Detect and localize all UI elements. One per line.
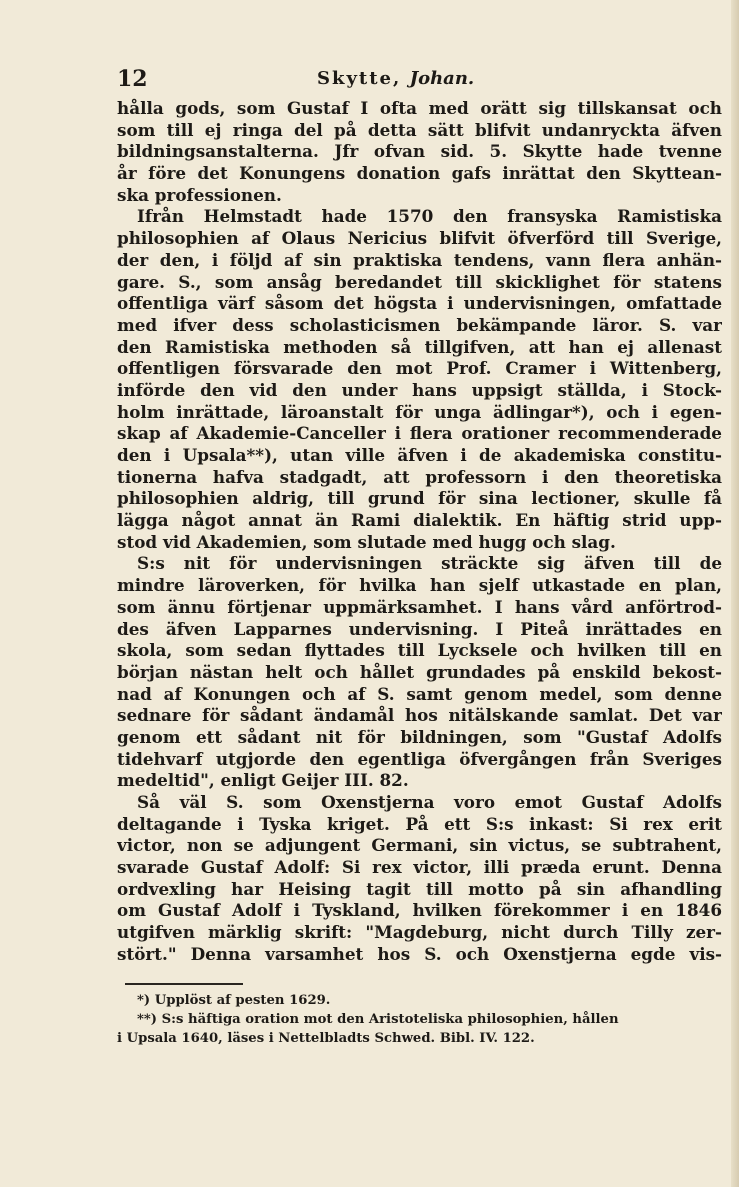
text-line: holm inrättade, läroanstalt för unga ädlingar*), och i egen- [117, 401, 722, 422]
text-line: den i Upsala**), utan ville äfven i de akademiska constitu- [117, 445, 722, 465]
text-line: bildningsanstalterna. Jfr ofvan sid. 5. Skytte hade tvenne [117, 141, 722, 162]
footnotes [117, 991, 722, 1048]
text-line: tidehvarf utgjorde den egentliga öfvergången från Sveriges [117, 748, 722, 769]
text-line: S:s nit för undervisningen sträckte sig äfven till de [137, 553, 722, 574]
running-head [317, 68, 474, 89]
text-line: om Gustaf Adolf i Tyskland, hvilken förekommer i en 1846 [117, 900, 722, 921]
text-line: stod vid Akademien, som slutade med hugg och slag. [117, 531, 616, 552]
text-line: philosophien aldrig, till grund för sina lectioner, skulle få [117, 488, 722, 509]
body-text [117, 98, 722, 966]
text-line: år före det Konungens donation gafs inrättat den Skyttean- [117, 163, 722, 184]
text-line: införde den vid den under hans uppsigt ställda, i Stock- [117, 379, 722, 400]
text-line: offentligen försvarade den mot Prof. Cramer i Wittenberg, [117, 358, 722, 379]
text-line: utgifven märklig skrift: "Magdeburg, nicht durch Tilly zer- [117, 922, 722, 943]
text-line: victor, non se adjungent Germani, sin victus, se subtrahent, [117, 835, 722, 856]
text-line: nad af Konungen och af S. samt genom medel, som denne [117, 683, 722, 704]
text-line: som ännu förtjenar uppmärksamhet. I hans vård anförtrod- [117, 596, 722, 617]
footnote: **) S:s häftiga oration mot den Aristoteliska philosophien, hållen [137, 1012, 619, 1027]
text-line: den Ramistiska methoden så tillgifven, att han ej allenast [117, 336, 722, 357]
text-line: deltagande i Tyska kriget. På ett S:s inkast: Si rex erit [117, 813, 722, 834]
footnote-rule [125, 983, 243, 985]
text-line: Ifrån Helmstadt hade 1570 den fransyska Ramistiska [137, 206, 722, 227]
running-head-given-name: Johan. [409, 68, 475, 89]
text-line: som till ej ringa del på detta sätt blifvit undanryckta äfven [117, 119, 722, 140]
text-line: der den, i följd af sin praktiska tendens, vann flera anhän- [117, 249, 722, 270]
text-line: Så väl S. som Oxenstjerna voro emot Gustaf Adolfs [137, 792, 722, 812]
footnote-continuation: i Upsala 1640, läses i Nettelbladts Schwed. Bibl. IV. 122. [117, 1031, 535, 1046]
text-line: ska professionen. [117, 184, 282, 205]
text-line: genom ett sådant nit för bildningen, som "Gustaf Adolfs [117, 726, 722, 747]
running-head-surname: Skytte, [317, 68, 402, 89]
page-edge [731, 0, 739, 1187]
text-line: philosophien af Olaus Nericius blifvit öfverförd till Sverige, [117, 228, 722, 249]
text-line: början nästan helt och hållet grundades på enskild bekost- [117, 661, 722, 682]
footnote: *) Upplöst af pesten 1629. [137, 993, 331, 1008]
text-line: med ifver dess scholasticismen bekämpande läror. S. var [117, 314, 722, 335]
text-line: hålla gods, som Gustaf I ofta med orätt sig tillskansat och [117, 98, 722, 118]
text-line: gare. S., som ansåg beredandet till skicklighet för statens [117, 271, 722, 292]
text-line: tionerna hafva stadgadt, att professorn i den theoretiska [117, 466, 722, 487]
text-line: sednare för sådant ändamål hos nitälskande samlat. Det var [117, 705, 722, 726]
page-header [117, 66, 729, 92]
text-line: mindre läroverken, för hvilka han sjelf utkastade en plan, [117, 575, 722, 596]
text-line: ordvexling har Heising tagit till motto på sin afhandling [117, 878, 722, 899]
text-line: skap af Akademie-Canceller i flera orationer recommenderade [117, 423, 722, 444]
text-line: lägga något annat än Rami dialektik. En häftig strid upp- [117, 510, 722, 531]
text-line: stört." Denna varsamhet hos S. och Oxenstjerna egde vis- [117, 943, 722, 964]
text-line: skola, som sedan flyttades till Lycksele och hvilken till en [117, 640, 722, 661]
text-line: medeltid", enligt Geijer III. 82. [117, 770, 409, 791]
text-line: offentliga värf såsom det högsta i undervisningen, omfattade [117, 293, 722, 314]
page-number: 12 [117, 66, 148, 92]
text-line: des äfven Lapparnes undervisning. I Piteå inrättades en [117, 618, 722, 639]
text-line: svarade Gustaf Adolf: Si rex victor, illi præda erunt. Denna [117, 857, 722, 878]
